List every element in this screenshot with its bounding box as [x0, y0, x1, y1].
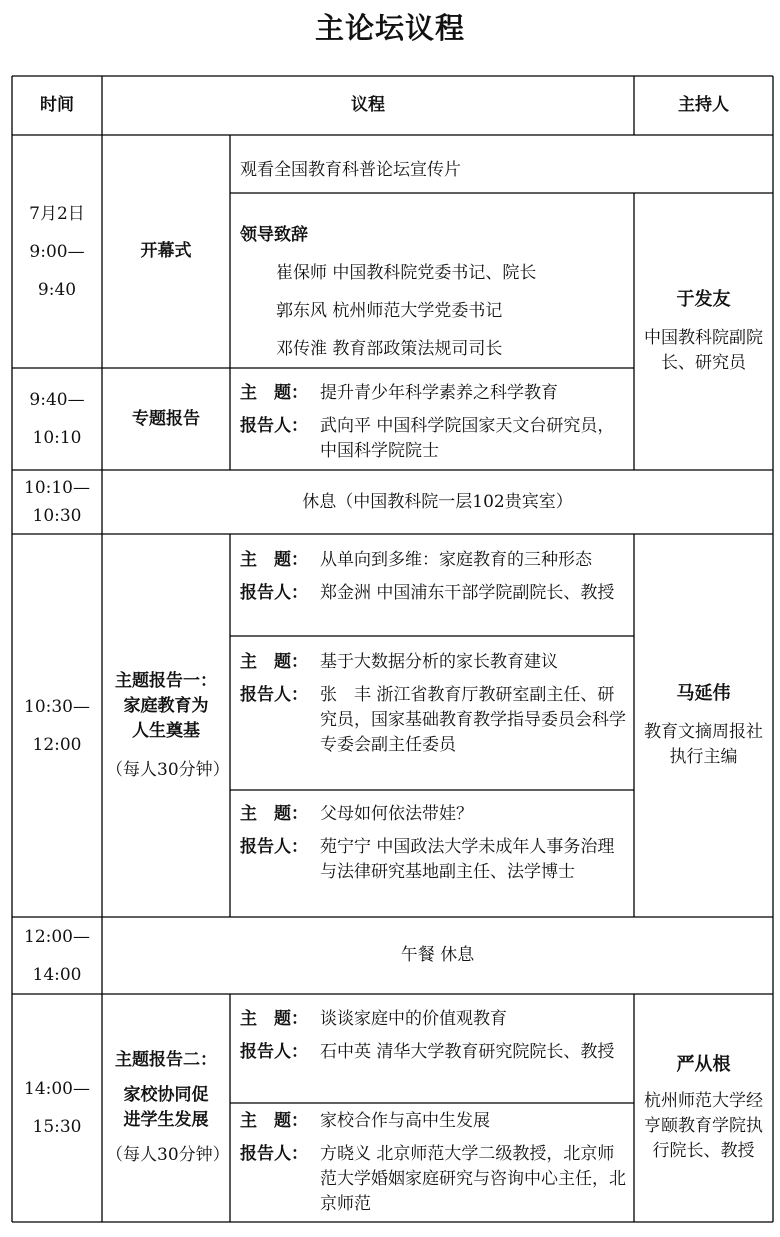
speaker-label: 报告人： [240, 583, 308, 603]
topic-label: 主 题： [240, 804, 308, 824]
theme1-session-line2: 家庭教育为 [123, 695, 209, 716]
break1-time [12, 470, 102, 534]
host2-name: 马延伟 [676, 683, 731, 704]
host3-title: 杭州师范大学经亨颐教育学院执行院长、教授 [644, 1091, 763, 1161]
lunch-time-start: 12:00— [24, 926, 90, 947]
report-speaker: 石中英 清华大学教育研究院院长、教授 [320, 1042, 615, 1062]
speaker-label: 报告人： [240, 685, 308, 705]
special-time-start: 9:40— [29, 390, 85, 410]
host2 [640, 534, 767, 917]
host2-title: 教育文摘周报社执行主编 [644, 722, 763, 767]
topic-label: 主 题： [240, 1009, 308, 1029]
host1-title: 中国教科院副院长、研究员 [644, 328, 763, 373]
opening-time-end: 9:40 [37, 279, 77, 300]
theme1-report-1 [240, 548, 630, 606]
host3 [640, 994, 767, 1222]
theme2-time-start: 14:00— [24, 1079, 90, 1099]
theme1-session-line1: 主题报告一： [115, 670, 217, 691]
header-agenda: 议程 [351, 95, 385, 115]
special-content [240, 381, 630, 464]
speaker-label: 报告人： [240, 1042, 308, 1062]
theme1-note: （每人30分钟） [106, 759, 230, 780]
speaker-1: 崔保师 中国教科院党委书记、院长 [276, 263, 537, 283]
report-speaker: 张 丰 浙江省教育厅教研室副主任、研究员，国家基础教育教学指导委员会科学专委会副主任委员 [320, 685, 626, 755]
special-speaker: 武向平 中国科学院国家天文台研究员，中国科学院院士 [320, 416, 615, 461]
theme1-session [106, 534, 230, 917]
theme1-time-end: 12:00 [32, 734, 82, 755]
speaker-3: 邓传淮 教育部政策法规司司长 [276, 339, 503, 359]
theme2-report-1 [240, 1007, 630, 1065]
report-speaker: 苑宁宁 中国政法大学未成年人事务治理与法律研究基地副主任、法学博士 [320, 837, 615, 882]
report-topic: 家校合作与高中生发展 [320, 1111, 490, 1131]
topic-label: 主 题： [240, 383, 308, 403]
break1-time-start: 10:10— [24, 478, 90, 498]
topic-label: 主 题： [240, 652, 308, 672]
report-topic: 从单向到多维：家庭教育的三种形态 [320, 550, 592, 570]
host3-name: 严从根 [676, 1054, 731, 1075]
speech-title: 领导致辞 [240, 225, 308, 245]
report-topic: 谈谈家庭中的价值观教育 [320, 1009, 507, 1029]
opening-time [12, 135, 102, 368]
theme2-session-line3: 进学生发展 [123, 1110, 209, 1130]
opening-session: 开幕式 [140, 241, 192, 261]
theme2-session-line1: 主题报告二： [115, 1050, 217, 1070]
special-time [12, 368, 102, 470]
opening-time-start: 9:00— [29, 241, 85, 262]
host1 [640, 193, 767, 470]
special-topic: 提升青少年科学素养之科学教育 [320, 383, 558, 403]
theme2-note: （每人30分钟） [106, 1145, 230, 1165]
header-time: 时间 [40, 95, 74, 115]
theme2-report-2 [240, 1109, 630, 1220]
host1-name: 于发友 [676, 289, 731, 310]
opening-date: 7月2日 [29, 203, 85, 224]
lunch-time [12, 917, 102, 994]
speaker-label: 报告人： [240, 1144, 308, 1164]
speaker-2: 郭东风 杭州师范大学党委书记 [276, 301, 503, 321]
theme1-report-2 [240, 650, 630, 758]
lunch-time-end: 14:00 [32, 964, 82, 985]
lunch-text: 午餐 休息 [400, 945, 475, 965]
theme1-report-3 [240, 802, 630, 885]
theme2-time [12, 994, 102, 1222]
topic-label: 主 题： [240, 1111, 308, 1131]
theme1-time [12, 534, 102, 917]
report-topic: 基于大数据分析的家长教育建议 [320, 652, 558, 672]
theme2-time-end: 15:30 [32, 1117, 82, 1137]
break1-time-end: 10:30 [32, 506, 82, 526]
opening-video: 观看全国教育科普论坛宣传片 [240, 160, 461, 180]
theme1-time-start: 10:30— [24, 696, 90, 717]
report-topic: 父母如何依法带娃？ [320, 804, 473, 824]
speaker-label: 报告人： [240, 416, 308, 436]
speaker-label: 报告人： [240, 837, 308, 857]
break1-text: 休息（中国教科院一层102贵宾室） [302, 491, 573, 512]
special-time-end: 10:10 [32, 428, 82, 448]
special-session: 专题报告 [132, 408, 200, 429]
theme2-session [106, 994, 230, 1222]
page-title: 主论坛议程 [314, 11, 465, 45]
theme2-session-line2: 家校协同促 [123, 1085, 209, 1105]
header-host: 主持人 [678, 95, 729, 115]
report-speaker: 方晓义 北京师范大学二级教授，北京师范大学婚姻家庭研究与咨询中心主任，北京师范 [320, 1144, 626, 1214]
topic-label: 主 题： [240, 550, 308, 570]
opening-speeches [240, 216, 630, 368]
theme1-session-line3: 人生奠基 [132, 720, 200, 741]
report-speaker: 郑金洲 中国浦东干部学院副院长、教授 [320, 583, 615, 603]
